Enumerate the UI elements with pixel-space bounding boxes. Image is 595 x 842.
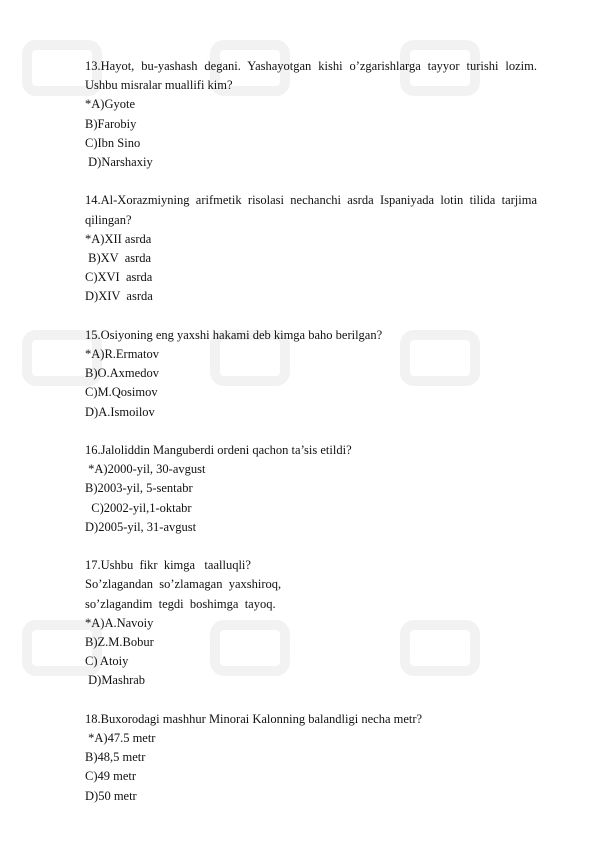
- answer-option: *A)A.Navoiy: [85, 615, 154, 630]
- answer-option: *A)R.Ermatov: [85, 347, 159, 362]
- question-text: 13.Hayot, bu-yashash degani. Yashayotgan kishi o’zgarishlarga tayyor turishi lozim. Ushbu misralar muallifi kim?: [85, 59, 537, 93]
- question-13: [85, 57, 537, 172]
- answer-option: D)50 metr: [85, 788, 137, 803]
- question-text-line: So’zlagandan so’zlamagan yaxshiroq,: [85, 577, 282, 592]
- question-text: 16.Jaloliddin Manguberdi ordeni qachon ta’sis etildi?: [85, 443, 352, 458]
- answer-option: B)Z.M.Bobur: [85, 635, 154, 650]
- answer-option: B)O.Axmedov: [85, 366, 159, 381]
- answer-option: *A)XII asrda: [85, 231, 152, 246]
- answer-option: D)2005-yil, 31-avgust: [85, 519, 197, 534]
- questions-list: [85, 57, 537, 825]
- answer-option: B)XV asrda: [85, 251, 152, 266]
- answer-option: B)Farobiy: [85, 116, 137, 131]
- question-text-line: 17.Ushbu fikr kimga taalluqli?: [85, 558, 251, 573]
- question-text-line: so’zlagandim tegdi boshimga tayoq.: [85, 596, 276, 611]
- answer-option: C)Ibn Sino: [85, 135, 141, 150]
- question-18: [85, 710, 537, 806]
- answer-option: C) Atoiy: [85, 654, 129, 669]
- question-text: 18.Buxorodagi mashhur Minorai Kalonning balandligi necha metr?: [85, 711, 423, 726]
- answer-option: B)2003-yil, 5-sentabr: [85, 481, 193, 496]
- answer-option: C)49 metr: [85, 769, 137, 784]
- answer-option: *A)Gyote: [85, 97, 135, 112]
- answer-option: C)XVI asrda: [85, 270, 153, 285]
- answer-option: C)2002-yil,1-oktabr: [85, 500, 192, 515]
- question-15: [85, 326, 537, 422]
- answer-option: *A)47.5 metr: [85, 731, 156, 746]
- answer-option: B)48,5 metr: [85, 750, 146, 765]
- question-17: [85, 556, 537, 690]
- answer-option: D)A.Ismoilov: [85, 404, 155, 419]
- answer-option: D)XIV asrda: [85, 289, 153, 304]
- question-16: [85, 441, 537, 537]
- question-14: [85, 191, 537, 306]
- question-text: 14.Al-Xorazmiyning arifmetik risolasi nechanchi asrda Ispaniyada lotin tilida tarjima qilingan?: [85, 193, 537, 227]
- question-text: 15.Osiyoning eng yaxshi hakami deb kimga baho berilgan?: [85, 327, 383, 342]
- answer-option: C)M.Qosimov: [85, 385, 158, 400]
- answer-option: D)Narshaxiy: [85, 155, 153, 170]
- answer-option: D)Mashrab: [85, 673, 146, 688]
- answer-option: *A)2000-yil, 30-avgust: [85, 462, 206, 477]
